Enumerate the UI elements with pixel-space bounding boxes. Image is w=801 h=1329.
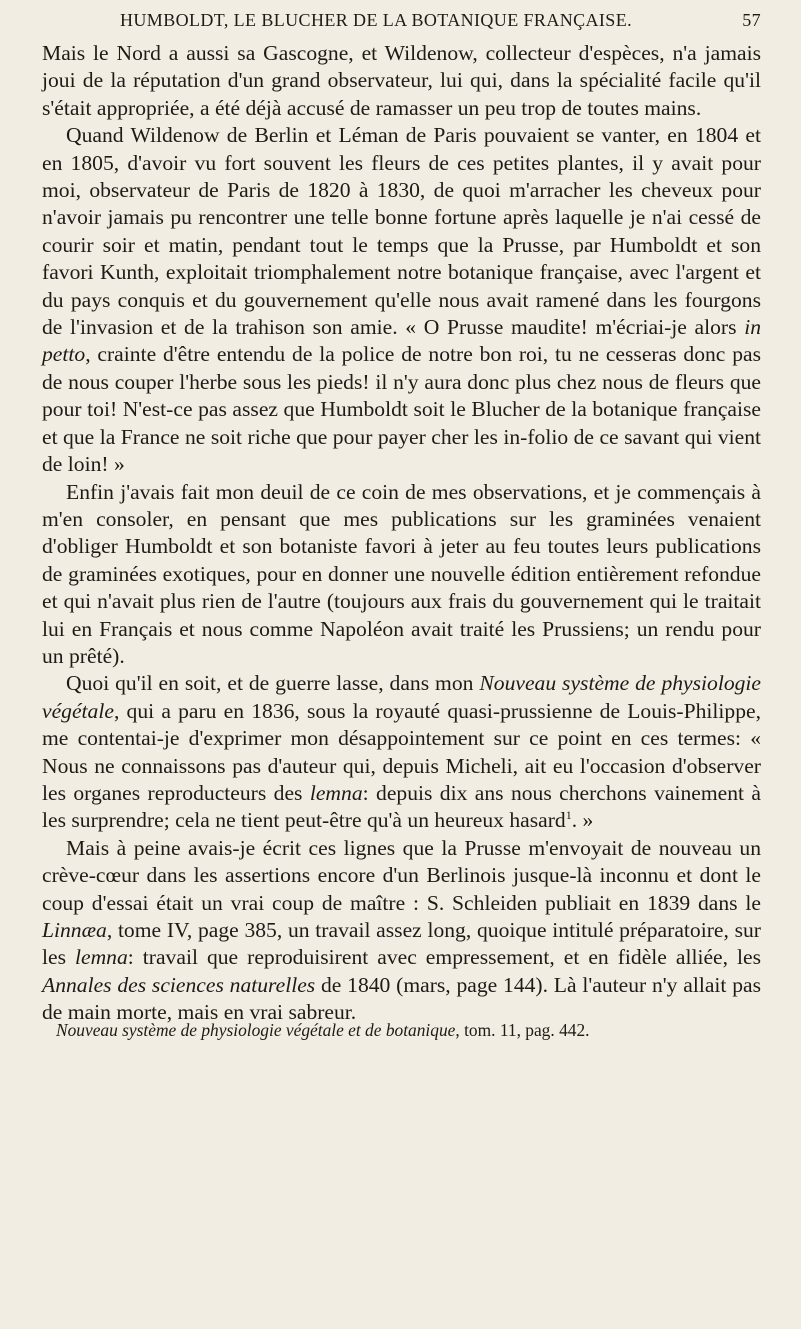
book-title: Nouveau système de physiologie végétale [42, 671, 762, 723]
journal-title: Linnæa [42, 918, 107, 942]
running-head [120, 10, 761, 36]
footnote-ref: 1 [565, 808, 572, 823]
body-text [42, 40, 761, 1027]
italic-term: lemna [309, 780, 363, 805]
italic-term: in petto [42, 315, 761, 367]
footnote: Nouveau système de physiologie végétale et de botanique, tom. 11, pag. 442. [56, 1020, 590, 1040]
italic-term: lemna [75, 945, 128, 970]
paragraph-5: Mais à peine avais-je écrit ces lignes que la Prusse m'envoyait de nouveau un crève-cœur dans les assertions encore d'un Berlinois jusque-là inconnu et dont le coup d'essai était un vrai coup de maître : S. Schleiden publiait en 1839 dans le Linnæa, tome IV, page 385, un travail assez long, quoique intitulé préparatoire, sur les lemna: travail que reproduisirent avec empressement, et en fidèle alliée, les Annales des sciences naturelles de 1840 (mars, page 144). Là l'auteur n'y allait pas de main morte, mais en vrai sabreur. [42, 835, 762, 1025]
paragraph-1: Mais le Nord a aussi sa Gascogne, et Wildenow, collecteur d'espèces, n'a jamais joui de la réputation d'un grand observateur, lui qui, dans la spécialité facile qu'il s'était appropriée, a été déjà accusé de ramasser un peu trop de toutes mains. [42, 41, 761, 120]
paragraph-3: Enfin j'avais fait mon deuil de ce coin de mes observations, et je commençais à m'en consoler, en pensant que mes publications sur les graminées venaient d'obliger Humboldt et son botaniste favori à jeter au feu toutes leurs publications de graminées exotiques, pour en donner une nouvelle édition entièrement refondue et qui n'avait plus rien de l'autre (toujours aux frais du gouvernement qui le traitait lui en Français et nous comme Napoléon avait traité les Prussiens; un rendu pour un prêté). [42, 479, 761, 668]
paragraph-2: Quand Wildenow de Berlin et Léman de Paris pouvaient se vanter, en 1804 et en 1805, d'avoir vu fort souvent les fleurs de ces petites plantes, il y avait pour moi, observateur de Paris de 1820 à 1830, de quoi m'arracher les cheveux pour n'avoir jamais pu rencontrer une telle bonne fortune après laquelle je n'ai cessé de courir soir et matin, pendant tout le temps que la Prusse, par Humboldt et son favori Kunth, exploitait triomphalement notre botanique française, avec l'argent et du pays conquis et du gouvernement qu'elle nous avait ramené dans les fourgons de l'invasion et de la trahison son amie. « O Prusse maudite! m'écriai-je alors in petto, crainte d'être entendu de la police de notre bon roi, tu ne cesseras donc pas de nous couper l'herbe sous les pieds! il n'y aura donc plus chez nous de fleurs que pour toi! N'est-ce pas assez que Humboldt soit le Blucher de la botanique française et que la France ne soit riche que pour payer cher les in-folio de ce savant qui vient de loin! » [42, 123, 761, 477]
running-title: HUMBOLDT, LE BLUCHER DE LA BOTANIQUE FRANÇAISE. [120, 10, 633, 30]
paragraph-4: Quoi qu'il en soit, et de guerre lasse, dans mon Nouveau système de physiologie végétale, qui a paru en 1836, sous la royauté quasi-prussienne de Louis-Philippe, me contentai-je d'exprimer mon désappointement sur ce point en ces termes: « Nous ne connaissons pas d'auteur qui, depuis Micheli, ait eu l'occasion d'observer les organes reproducteurs des lemna: depuis dix ans nous cherchons vainement à les surprendre; cela ne tient peut-être qu'à un heureux hasard$^1$. » [42, 671, 762, 833]
journal-title: Annales des sciences naturelles [42, 972, 316, 997]
footnote-title: Nouveau système de physiologie végétale et de botanique [56, 1020, 456, 1040]
page-number: 57 [742, 10, 761, 30]
